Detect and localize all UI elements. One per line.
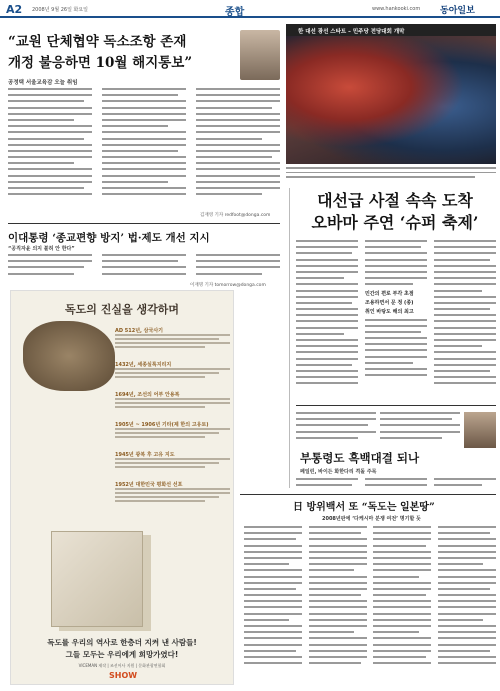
issue-date: 2008년 9월 26일 화요일 [32, 7, 89, 13]
page-number: A2 [6, 3, 23, 16]
ad-entry: 1905년 ~ 1906년 기타(제 한의 고유토) [115, 421, 230, 440]
ad-entry: AD 512년, 삼국사기 [115, 327, 230, 350]
dokdo-advertisement [10, 290, 234, 685]
story1-headline: “교원 단체협약 독소조항 존재 개정 불응하면 10월 해지통보” [8, 34, 193, 71]
story3-box-title-1: 민간의 편로 부각 초점 [365, 290, 414, 297]
story4-subhead: 페일린, 바이든 화한다리 격돌 주목 [300, 469, 377, 475]
ad-entry: 1952년 대한민국 평화선 선포 [115, 481, 230, 504]
person-photo [464, 412, 496, 448]
divider [296, 405, 496, 406]
book-image [51, 531, 143, 627]
story3-headline: 대선급 사절 속속 도착 오바마 주연 ‘슈퍼 축제’ [311, 191, 479, 232]
ad-slogan-1: 독도를 우리의 역사로 한층더 지켜 낸 사람들! [47, 638, 197, 647]
divider [8, 223, 280, 224]
story1-byline: 김재영 기자 redfoot@donga.com [200, 213, 271, 218]
story3-box-title-2: 조용하면서 문 정 (종) [365, 299, 414, 306]
ad-entry: 1945년 광복 후 고유 지도 [115, 451, 230, 470]
section-title: 종합 [225, 7, 245, 18]
column-divider [289, 188, 290, 488]
story3-box-title-3: 취인 바탕도 해의 최고 [365, 308, 414, 315]
ad-footer: VICEMAN 제작 | 조선어사 지원 | 문화관광연합회 [78, 663, 166, 668]
story4-intro [296, 412, 460, 446]
story2-byline: 이재명 기자 tomorrow@donga.com [190, 283, 266, 288]
ad-slogan-2: 그들 모두는 우리에게 희망가였다! [65, 650, 179, 659]
story1-subhead: 공정택 서울교육감 오늘 취임 [8, 80, 78, 86]
masthead-logo: 동아일보 [440, 6, 475, 16]
dokdo-island-image [23, 321, 115, 391]
story5-headline: 日 방위백서 또 “독도는 일본땅” [293, 502, 435, 513]
photo-caption [286, 167, 496, 182]
ad-entry: 1694년, 조선의 어부 안용복 [115, 391, 230, 410]
ad-title: 독도의 진실을 생각하며 [65, 303, 179, 316]
story5-subhead: 2008년판에 ‘다케시마 분쟁 여전’ 명기할 듯 [322, 516, 421, 522]
story2-body [8, 254, 280, 280]
convention-photo [286, 36, 496, 164]
story5-body [244, 526, 496, 684]
story1-body [8, 88, 280, 206]
show-logo: SHOW [109, 671, 138, 680]
story4-body [296, 478, 496, 492]
story2-headline: 이대통령 ‘종교편향 방지’ 법·제도 개선 지시 [8, 232, 210, 244]
story4-headline: 부통령도 흑백대결 되나 [300, 451, 420, 465]
story2-subhead: “공직자윤 의지 불허 안 한다” [8, 246, 75, 252]
divider [240, 494, 496, 495]
person-photo [240, 30, 280, 80]
page-header [0, 0, 500, 18]
site-url: www.hankooki.com [372, 6, 421, 12]
ad-entry: 1432년, 세종실록지리지 [115, 361, 230, 380]
photo-banner: 한 대선 광선 스타트 – 민주당 전당대회 개막 [286, 24, 496, 36]
story3-body [296, 240, 496, 405]
